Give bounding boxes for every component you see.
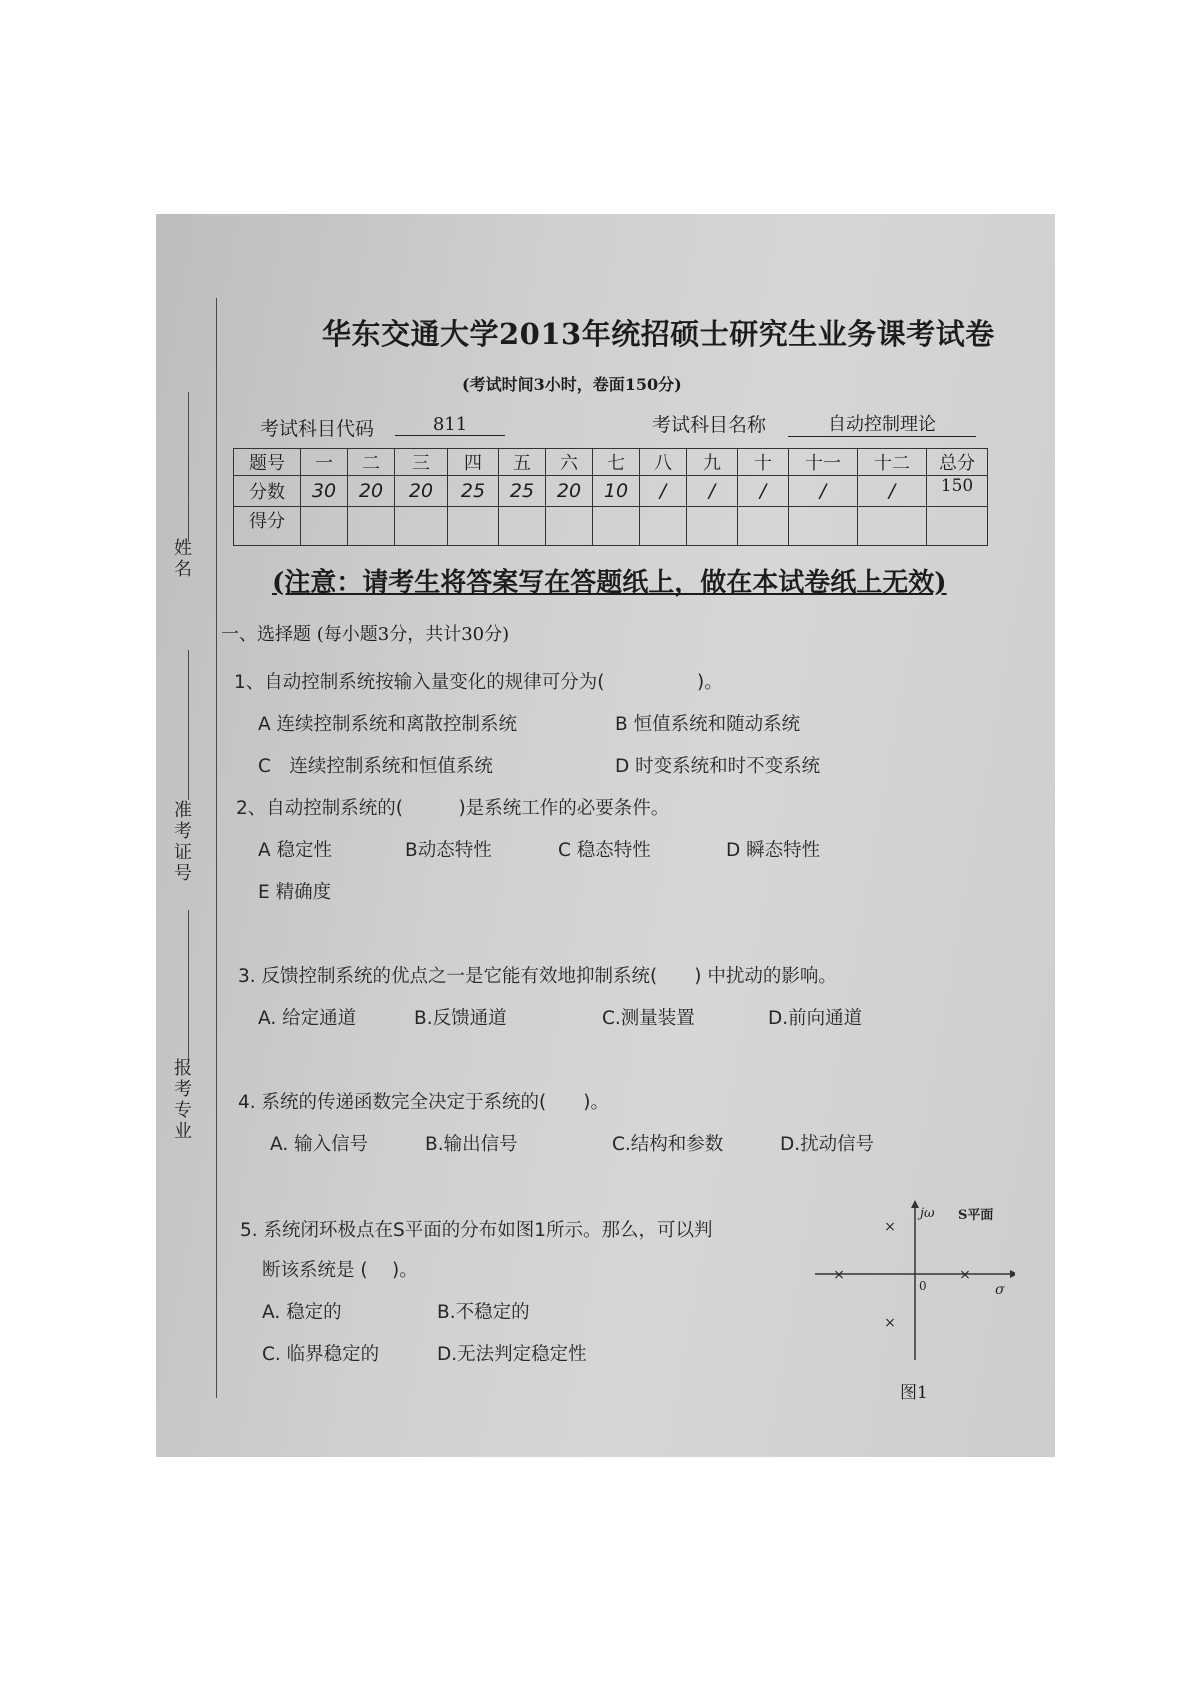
score-cell: / — [687, 476, 738, 507]
pole-marker: × — [959, 1267, 971, 1283]
score-total-cell: 150 — [927, 476, 988, 507]
pole-marker: × — [884, 1219, 896, 1235]
question-4-stem: 4. 系统的传递函数完全决定于系统的( )。 — [238, 1092, 609, 1113]
question-4-option-d: D.扰动信号 — [780, 1134, 875, 1155]
side-id-label: 准考证号 — [171, 800, 192, 884]
row-label-number: 题号 — [234, 449, 301, 476]
obtained-cell — [301, 507, 348, 546]
score-cell: 10 — [593, 476, 640, 507]
col-header: 六 — [546, 449, 593, 476]
question-5-stem: 5. 系统闭环极点在S平面的分布如图1所示。那么，可以判 — [240, 1220, 713, 1241]
question-4-option-a: A. 输入信号 — [270, 1134, 369, 1155]
question-1-stem: 1、自动控制系统按输入量变化的规律可分为( )。 — [234, 672, 723, 693]
name-blank-line — [188, 392, 189, 542]
obtained-cell — [448, 507, 499, 546]
major-blank-line — [188, 910, 189, 1060]
real-axis-arrow-icon — [1010, 1270, 1015, 1278]
figure-caption: 图1 — [900, 1383, 928, 1403]
question-5-option-c: C. 临界稳定的 — [262, 1344, 380, 1365]
col-header: 九 — [687, 449, 738, 476]
row-label-score: 分数 — [234, 476, 301, 507]
question-3-option-a: A. 给定通道 — [258, 1008, 357, 1029]
origin-label: 0 — [919, 1279, 927, 1293]
imag-axis-arrow-icon — [911, 1200, 919, 1208]
score-cell: / — [789, 476, 858, 507]
notice — [272, 562, 947, 599]
col-header: 四 — [448, 449, 499, 476]
obtained-cell — [499, 507, 546, 546]
col-header: 十二 — [858, 449, 927, 476]
binding-line — [216, 298, 217, 1398]
pole-marker: × — [833, 1267, 845, 1283]
question-2-option-b: B动态特性 — [405, 840, 492, 861]
pole-marker: × — [884, 1315, 896, 1331]
col-header: 七 — [593, 449, 640, 476]
imag-axis-label: jω — [920, 1206, 935, 1221]
question-5-stem-cont: 断该系统是 ( )。 — [262, 1260, 418, 1281]
question-3-stem: 3. 反馈控制系统的优点之一是它能有效地抑制系统( ) 中扰动的影响。 — [238, 966, 837, 987]
col-header: 八 — [640, 449, 687, 476]
question-2-option-c: C 稳态特性 — [558, 840, 651, 861]
obtained-cell — [395, 507, 448, 546]
table-row — [234, 476, 988, 507]
score-cell: 25 — [499, 476, 546, 507]
obtained-cell — [687, 507, 738, 546]
question-1-option-c: C 连续控制系统和恒值系统 — [258, 756, 493, 777]
side-name-label: 姓名 — [171, 538, 192, 580]
subject-name-value: 自动控制理论 — [788, 410, 976, 437]
obtained-cell — [738, 507, 789, 546]
col-header-total: 总分 — [927, 449, 988, 476]
score-cell: 20 — [546, 476, 593, 507]
obtained-cell — [546, 507, 593, 546]
question-2-option-e: E 精确度 — [258, 882, 332, 903]
score-cell: / — [640, 476, 687, 507]
question-1-option-b: B 恒值系统和随动系统 — [615, 714, 801, 735]
obtained-cell — [640, 507, 687, 546]
obtained-cell — [789, 507, 858, 546]
question-4-option-b: B.输出信号 — [425, 1134, 518, 1155]
subject-name-label: 考试科目名称 — [652, 414, 767, 436]
row-label-obtained: 得分 — [234, 507, 301, 546]
obtained-cell — [593, 507, 640, 546]
exam-subtitle: (考试时间3小时，卷面150分) — [462, 375, 682, 394]
question-3-option-d: D.前向通道 — [768, 1008, 863, 1029]
col-header: 十 — [738, 449, 789, 476]
id-blank-line — [188, 650, 189, 800]
table-row — [234, 449, 988, 476]
score-table — [233, 448, 988, 546]
section-heading: 一、选择题 (每小题3分，共计30分) — [221, 624, 510, 645]
question-2-option-d: D 瞬态特性 — [726, 840, 821, 861]
table-row — [234, 507, 988, 546]
col-header: 二 — [348, 449, 395, 476]
question-4-option-c: C.结构和参数 — [612, 1134, 724, 1155]
question-2-option-a: A 稳定性 — [258, 840, 333, 861]
score-cell: 20 — [348, 476, 395, 507]
score-cell: / — [738, 476, 789, 507]
question-3-option-c: C.测量装置 — [602, 1008, 695, 1029]
score-cell: 25 — [448, 476, 499, 507]
exam-title: 华东交通大学2013年统招硕士研究生业务课考试卷 — [322, 317, 995, 351]
obtained-cell — [927, 507, 988, 546]
col-header: 十一 — [789, 449, 858, 476]
question-1-option-a: A 连续控制系统和离散控制系统 — [258, 714, 518, 735]
col-header: 三 — [395, 449, 448, 476]
s-plane-figure — [815, 1200, 1015, 1360]
score-cell: 30 — [301, 476, 348, 507]
plane-label: S平面 — [958, 1208, 994, 1223]
real-axis-label: σ — [995, 1282, 1005, 1298]
question-5-option-b: B.不稳定的 — [437, 1302, 530, 1323]
obtained-cell — [858, 507, 927, 546]
score-cell: 20 — [395, 476, 448, 507]
question-2-stem: 2、自动控制系统的( )是系统工作的必要条件。 — [236, 798, 670, 819]
obtained-cell — [348, 507, 395, 546]
score-cell: / — [858, 476, 927, 507]
subject-code-value: 811 — [395, 414, 505, 436]
question-5-option-a: A. 稳定的 — [262, 1302, 342, 1323]
subject-code-label: 考试科目代码 — [260, 418, 375, 440]
question-1-option-d: D 时变系统和时不变系统 — [615, 756, 821, 777]
col-header: 五 — [499, 449, 546, 476]
notice-text: (注意：请考生将答案写在答题纸上，做在本试卷纸上无效) — [272, 568, 947, 598]
col-header: 一 — [301, 449, 348, 476]
question-3-option-b: B.反馈通道 — [414, 1008, 507, 1029]
side-major-label: 报考专业 — [171, 1058, 192, 1142]
question-5-option-d: D.无法判定稳定性 — [437, 1344, 587, 1365]
